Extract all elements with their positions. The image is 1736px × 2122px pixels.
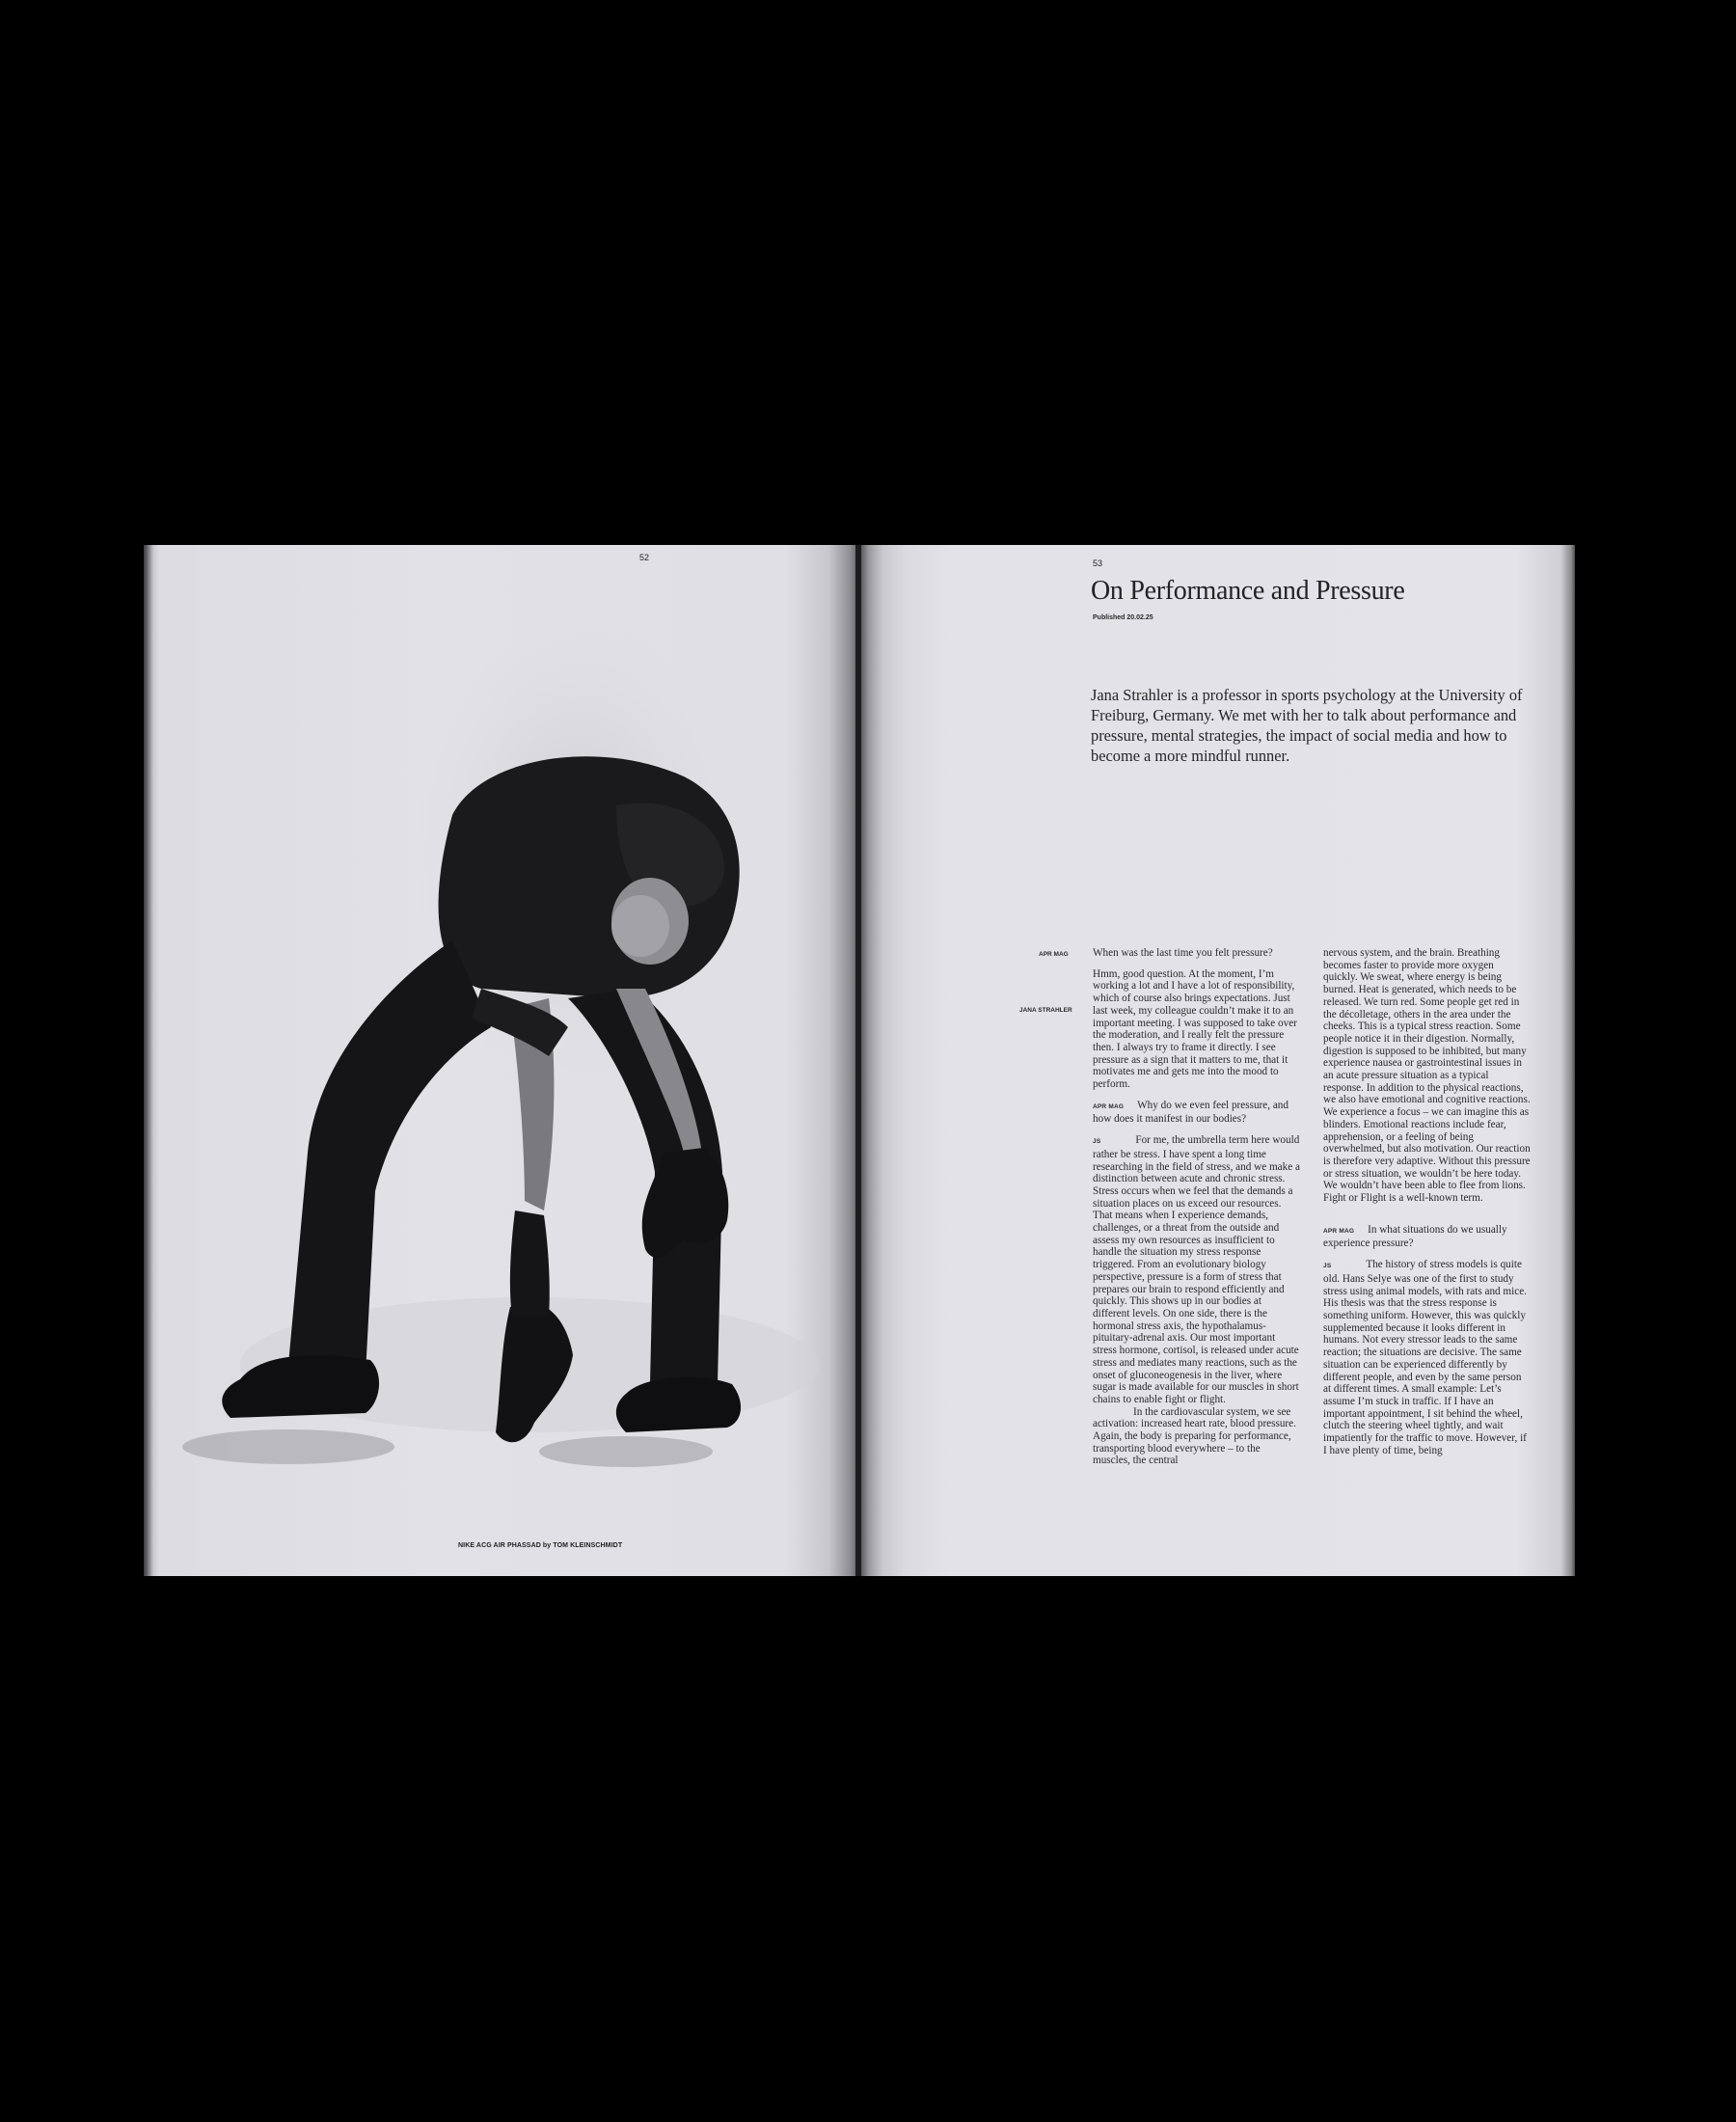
magazine-spread — [144, 545, 1575, 1576]
question-1: When was the last time you felt pressure? — [1093, 947, 1273, 959]
text-column-1 — [1093, 947, 1300, 1476]
page-number-right: 53 — [1093, 558, 1103, 568]
text-column-2 — [1323, 947, 1531, 1465]
speaker-tag: APR MAG — [1323, 1227, 1355, 1235]
answer-2-continued-text: In the cardiovascular system, we see activation: increased heart rate, blood pressure. Again, the body is preparing for performance, transporting blood everywhere – to the muscles, the central — [1093, 1405, 1296, 1467]
answer-2-text: For me, the umbrella term here would rather be stress. I have spent a long time researching in the field of stress, and we make a distinction between acute and chronic stress. Stress occurs when we feel that the demands a situation places on us exceed our resources. That means when I experience demands, challenges, or a threat from the outside and assess my own resources as insufficient to handle the situation my stress response triggered. From an evolutionary biology perspective, pressure is a form of stress that prepares our brain to respond efficiently and quickly. This shows up in our bodies at different levels. On one side, there is the hormonal stress axis, the hypothalamus-pituitary-adrenal axis. Our most important stress hormone, cortisol, is released under acute stress and mediates many reactions, such as the onset of gluconeogenesis in the liver, where sugar is made available for our muscles in short chains to enable fight or flight. — [1093, 1134, 1300, 1405]
answer-2-end: nervous system, and the brain. Breathing becomes faster to provide more oxygen quickly. We sweat, where energy is being burned. Heat is generated, which needs to be released. We turn red. Some people get red in the décolletage, others in the area under the cheeks. This is a typical stress reaction. Some people notice it in their digestion. Normally, digestion is supposed to be inhibited, but many experience nausea or gastrointestinal issues in an acute pressure situation as a typical response. In addition to the physical reactions, we also have emotional and cognitive reactions. We experience a focus – we can imagine this as blinders. Emotional reactions include fear, apprehension, or a feeling of being overwhelmed, but also motivation. Our reaction is therefore very adaptive. Without this pressure or stress situation, we wouldn’t be here today. We wouldn’t have been able to flee from lions. Fight or Flight is a well-known term. — [1323, 947, 1531, 1205]
right-page — [861, 545, 1575, 1576]
page-number-left: 52 — [639, 553, 650, 562]
question-2-text: Why do we even feel pressure, and how does it manifest in our bodies? — [1093, 1099, 1288, 1126]
published-date: Published 20.02.25 — [1093, 614, 1153, 621]
question-2 — [1093, 1100, 1300, 1126]
photo-caption: NIKE ACG AIR PHASSAD by TOM KLEINSCHMIDT — [458, 1542, 623, 1549]
speaker-tag: APR MAG — [1093, 1102, 1125, 1110]
question-3-text: In what situations do we usually experience pressure? — [1323, 1223, 1507, 1250]
speaker-label-interviewer: APR MAG — [1039, 951, 1069, 958]
answer-2-continued — [1093, 1406, 1300, 1468]
speaker-tag: JS — [1323, 1263, 1332, 1270]
answer-2 — [1093, 1134, 1300, 1405]
article-intro: Jana Strahler is a professor in sports psychology at the University of Freiburg, Germany. We met with her to talk about performance and pressure, mental strategies, the impact of social media and how to become a more mindful runner. — [1091, 686, 1523, 765]
answer-3 — [1323, 1259, 1531, 1456]
speaker-tag: JS — [1093, 1138, 1101, 1146]
photo-crouching-figure — [163, 574, 838, 1538]
answer-3-text: The history of stress models is quite old. Hans Selye was one of the first to study stress using animal models, with rats and mice. His thesis was that the stress response is something uniform. However, this was quickly supplemented because it looks different in humans. Not every stressor leads to the same reaction; the situations are decisive. The same situation can be experienced differently by different people, and even by the same person at different times. A small example: Let’s assume I’m stuck in traffic. If I have an important appointment, I sit behind the wheel, clutch the steering wheel tightly, and wait impatiently for the traffic to move. However, if I have plenty of time, being — [1323, 1259, 1527, 1456]
speaker-label-interviewee: JANA STRAHLER — [1019, 1007, 1072, 1014]
left-page — [144, 545, 857, 1576]
answer-1: Hmm, good question. At the moment, I’m working a lot and I have a lot of responsibility, which of course also brings expectations. Just last week, my colleague couldn’t make it to an important meeting. I was supposed to take over the moderation, and I really felt the pressure then. I always try to frame it directly. I see pressure as a sign that it matters to me, that it motivates me and gets me into the mood to perform. — [1093, 967, 1297, 1091]
article-title: On Performance and Pressure — [1091, 576, 1405, 606]
question-3 — [1323, 1224, 1531, 1250]
